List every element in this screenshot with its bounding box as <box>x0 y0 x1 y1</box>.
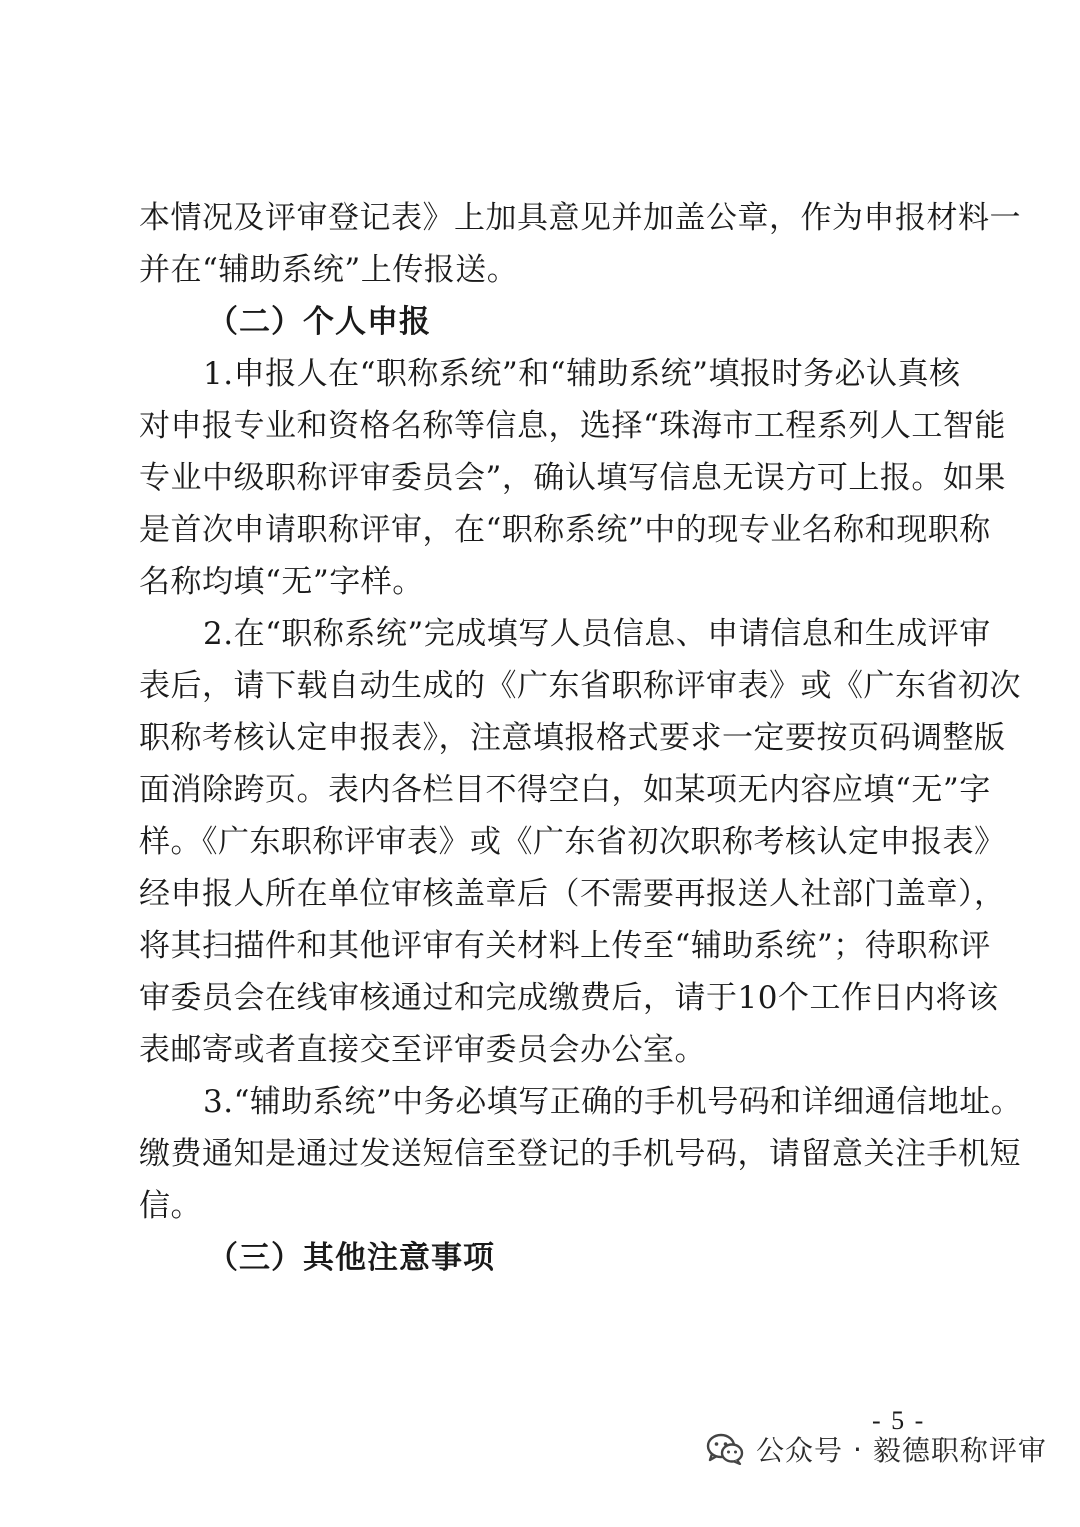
watermark-separator: · <box>853 1432 863 1466</box>
item-1-line: 对申报专业和资格名称等信息，选择“珠海市工程系列人工智能 <box>139 408 1006 444</box>
paragraph-line: 本情况及评审登记表》上加具意见并加盖公章，作为申报材料一 <box>139 200 1021 236</box>
page-number: - 5 - <box>872 1406 926 1435</box>
item-2-line: 将其扫描件和其他评审有关材料上传至“辅助系统”；待职称评 <box>139 928 991 964</box>
section-heading-other-notes: （三）其他注意事项 <box>207 1240 495 1276</box>
item-2-line: 样。《广东职称评审表》或《广东省初次职称考核认定申报表》 <box>139 824 1006 860</box>
item-2-line: 审委员会在线审核通过和完成缴费后，请于10个工作日内将该 <box>139 980 999 1016</box>
wechat-icon <box>706 1433 744 1465</box>
item-1-line: 专业中级职称评审委员会”，确认填写信息无误方可上报。如果 <box>139 460 1006 496</box>
watermark-label: 公众号 <box>756 1434 844 1467</box>
item-1-line: 是首次申请职称评审，在“职称系统”中的现专业名称和现职称 <box>139 512 991 548</box>
item-2-line: 2.在“职称系统”完成填写人员信息、申请信息和生成评审 <box>203 616 991 652</box>
item-2-line: 面消除跨页。表内各栏目不得空白，如某项无内容应填“无”字 <box>139 772 991 808</box>
watermark-account-name: 毅德职称评审 <box>872 1434 1047 1467</box>
item-1-line: 名称均填“无”字样。 <box>139 564 424 600</box>
item-2-line: 表邮寄或者直接交至评审委员会办公室。 <box>139 1032 706 1068</box>
item-3-line: 信。 <box>139 1188 202 1224</box>
item-1-line: 1.申报人在“职称系统”和“辅助系统”填报时务必认真核 <box>203 356 961 392</box>
item-2-line: 职称考核认定申报表》，注意填报格式要求一定要按页码调整版 <box>139 720 1006 756</box>
section-heading-personal-application: （二）个人申报 <box>207 304 431 340</box>
item-2-line: 经申报人所在单位审核盖章后（不需要再报送人社部门盖章）， <box>139 876 1006 912</box>
item-3-line: 3.“辅助系统”中务必填写正确的手机号码和详细通信地址。 <box>203 1084 1023 1120</box>
item-3-line: 缴费通知是通过发送短信至登记的手机号码，请留意关注手机短 <box>139 1136 1021 1172</box>
wechat-watermark <box>706 1424 1047 1474</box>
item-2-line: 表后，请下载自动生成的《广东省职称评审表》或《广东省初次 <box>139 668 1021 704</box>
paragraph-line: 并在“辅助系统”上传报送。 <box>139 252 519 288</box>
